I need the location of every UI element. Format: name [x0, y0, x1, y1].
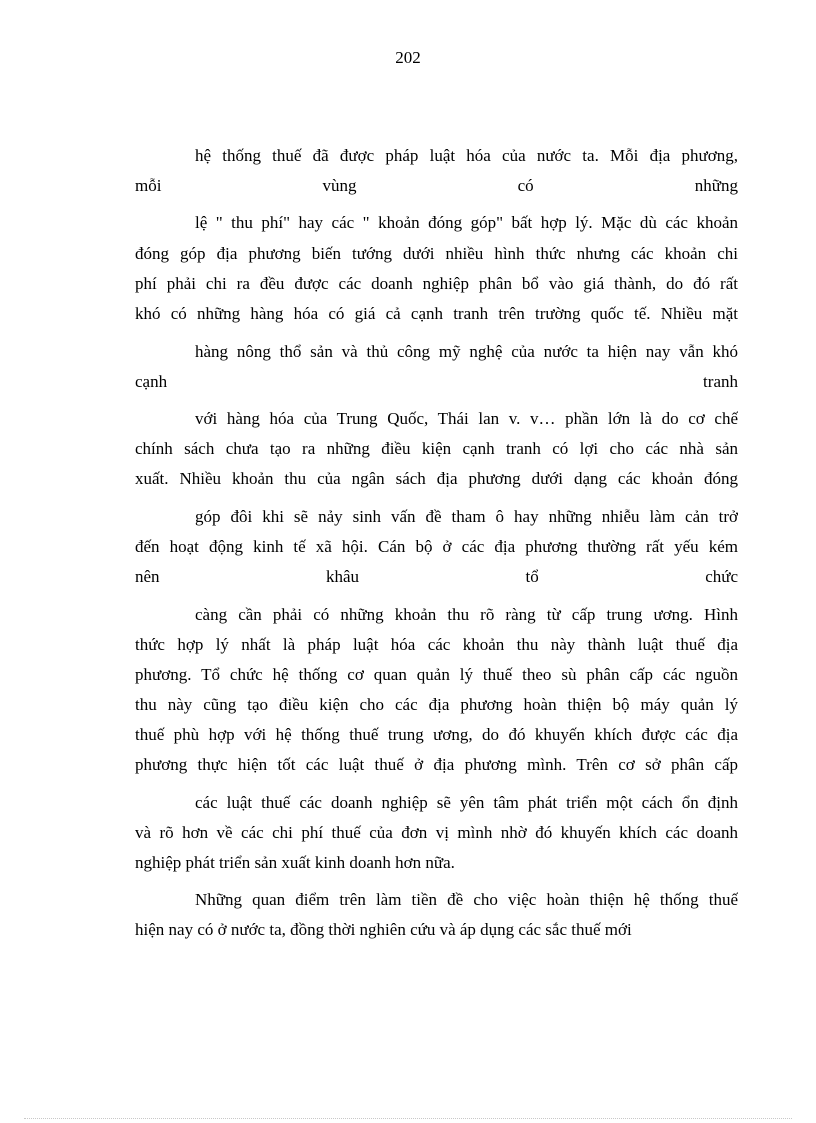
- page-number: 202: [395, 48, 421, 67]
- text-line: nghiệp phát triển sản xuất kinh doanh hơn nữa.: [135, 853, 455, 872]
- text-line: các luật thuế các doanh nghiệp sẽ yên tâm phát triển một cách ổn định: [195, 793, 738, 812]
- text-line: chính sách chưa tạo ra những điều kiện cạnh tranh có lợi cho các nhà sản: [135, 439, 738, 458]
- text-line: đóng góp địa phương biến tướng dưới nhiều hình thức nhưng các khoản chi: [135, 244, 738, 263]
- text-line: phương. Tổ chức hệ thống cơ quan quản lý thuế theo sù phân cấp các nguồn: [135, 665, 738, 684]
- text-line: xuất. Nhiều khoản thu của ngân sách địa phương dưới dạng các khoản đóng: [135, 469, 738, 488]
- text-line: hiện nay có ở nước ta, đồng thời nghiên cứu và áp dụng các sắc thuế mới: [135, 920, 632, 939]
- text-line: thuế phù hợp với hệ thống thuế trung ương, do đó khuyến khích được các địa: [135, 725, 738, 744]
- text-line: càng cần phải có những khoản thu rõ ràng từ cấp trung ương. Hình: [195, 605, 738, 624]
- text-line: Những quan điểm trên làm tiền đề cho việc hoàn thiện hệ thống thuế: [195, 890, 738, 909]
- text-line: cạnh tranh: [135, 372, 738, 391]
- text-line: hệ thống thuế đã được pháp luật hóa của nước ta. Mỗi địa phương,: [195, 146, 738, 165]
- text-line: với hàng hóa của Trung Quốc, Thái lan v. v… phần lớn là do cơ chế: [195, 409, 738, 428]
- text-line: thu này cũng tạo điều kiện cho các địa phương hoàn thiện bộ máy quản lý: [135, 695, 738, 714]
- text-line: khó có những hàng hóa có giá cả cạnh tranh trên trường quốc tế. Nhiều mặt: [135, 304, 738, 323]
- footer-divider: [24, 1118, 792, 1119]
- text-line: góp đôi khi sẽ nảy sinh vấn đề tham ô hay những nhiễu làm cản trở: [195, 507, 738, 526]
- text-line: lệ " thu phí" hay các " khoản đóng góp" bất hợp lý. Mặc dù các khoản: [195, 213, 738, 232]
- text-line: đến hoạt động kinh tế xã hội. Cán bộ ở các địa phương thường rất yếu kém: [135, 537, 738, 556]
- text-line: phương thực hiện tốt các luật thuế ở địa phương mình. Trên cơ sở phân cấp: [135, 755, 738, 774]
- text-line: và rõ hơn về các chi phí thuế của đơn vị mình nhờ đó khuyến khích các doanh: [135, 823, 738, 842]
- text-line: thức hợp lý nhất là pháp luật hóa các khoản thu này thành luật thuế địa: [135, 635, 738, 654]
- text-line: phí phải chi ra đều được các doanh nghiệp phân bổ vào giá thành, do đó rất: [135, 274, 738, 293]
- text-line: hàng nông thổ sản và thủ công mỹ nghệ của nước ta hiện nay vẫn khó: [195, 342, 738, 361]
- text-line: nên khâu tổ chức: [135, 567, 738, 586]
- text-line: mỗi vùng có những: [135, 176, 738, 195]
